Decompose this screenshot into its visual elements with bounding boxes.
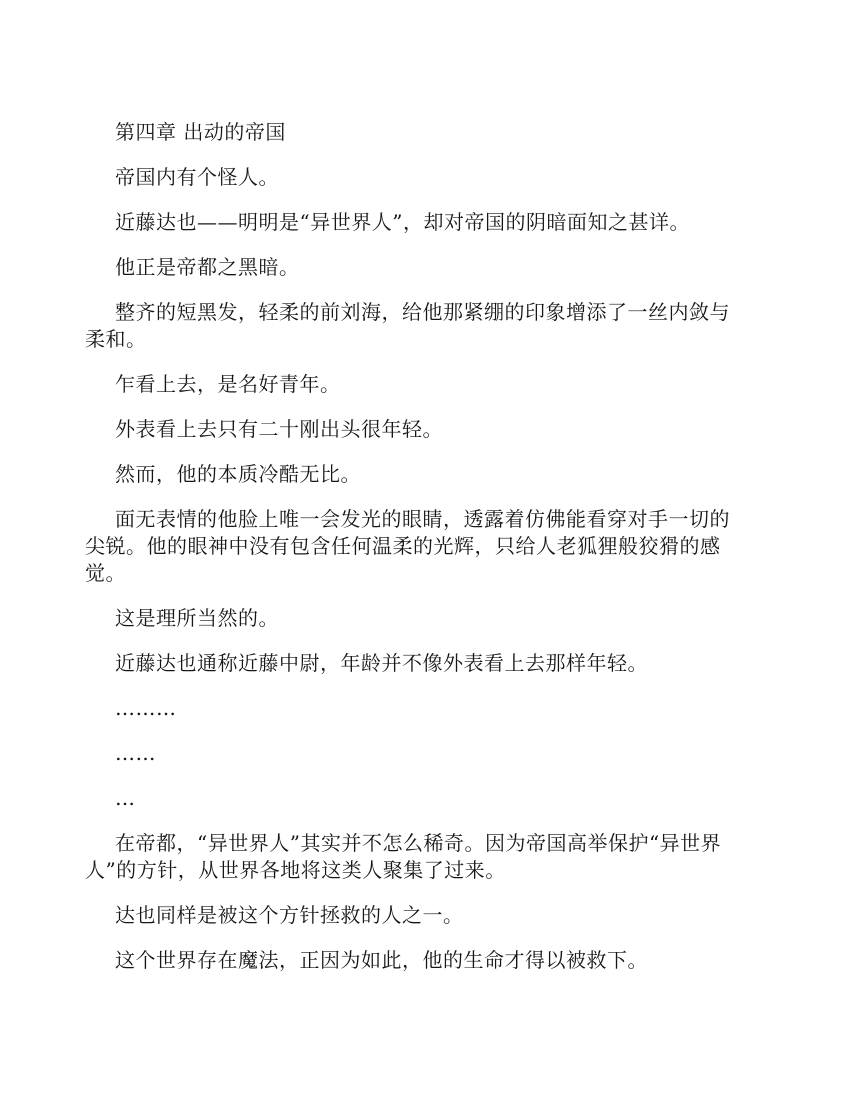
paragraph [85, 209, 768, 236]
paragraph [85, 164, 768, 191]
ellipsis-line: …… [115, 741, 156, 765]
ellipsis-paragraph [85, 740, 768, 767]
chapter-title [85, 119, 768, 146]
paragraph-line: 他正是帝都之黑暗。 [115, 255, 300, 279]
paragraph-line: 乍看上去，是名好青年。 [115, 372, 341, 396]
paragraph-line: 帝国内有个怪人。 [115, 165, 279, 189]
paragraph-line: 整齐的短黑发，轻柔的前刘海，给他那紧绷的印象增添了一丝内敛与 [115, 300, 730, 324]
paragraph [85, 947, 768, 974]
paragraph-line: 柔和。 [85, 327, 147, 351]
chapter-title-text: 第四章 出动的帝国 [115, 120, 286, 144]
paragraph-line: 面无表情的他脸上唯一会发光的眼睛，透露着仿佛能看穿对手一切的 [115, 507, 730, 531]
ellipsis-line: ……… [115, 696, 177, 720]
paragraph [85, 902, 768, 929]
paragraph [85, 461, 768, 488]
paragraph-line: 近藤达也通称近藤中尉，年龄并不像外表看上去那样年轻。 [115, 651, 648, 675]
paragraph-line: 达也同样是被这个方针拯救的人之一。 [115, 903, 464, 927]
paragraph [85, 299, 768, 353]
paragraph [85, 650, 768, 677]
paragraph [85, 605, 768, 632]
paragraph-line: 然而，他的本质冷酷无比。 [115, 462, 361, 486]
paragraph-line: 觉。 [85, 561, 126, 585]
paragraph-line: 尖锐。他的眼神中没有包含任何温柔的光辉，只给人老狐狸般狡猾的感 [85, 534, 721, 558]
paragraph [85, 830, 768, 884]
paragraph-line: 这个世界存在魔法，正因为如此，他的生命才得以被救下。 [115, 948, 648, 972]
paragraph [85, 371, 768, 398]
ellipsis-line: … [115, 786, 136, 810]
paragraph-line: 外表看上去只有二十刚出头很年轻。 [115, 417, 443, 441]
paragraph-line: 近藤达也——明明是“异世界人”，却对帝国的阴暗面知之甚详。 [115, 210, 690, 234]
paragraph-line: 人”的方针，从世界各地将这类人聚集了过来。 [85, 858, 506, 882]
paragraph-line: 在帝都，“异世界人”其实并不怎么稀奇。因为帝国高举保护“异世界 [115, 831, 722, 855]
paragraph [85, 506, 768, 587]
paragraph [85, 254, 768, 281]
paragraph-line: 这是理所当然的。 [115, 606, 279, 630]
ellipsis-paragraph [85, 695, 768, 722]
ellipsis-paragraph [85, 785, 768, 812]
paragraph [85, 416, 768, 443]
